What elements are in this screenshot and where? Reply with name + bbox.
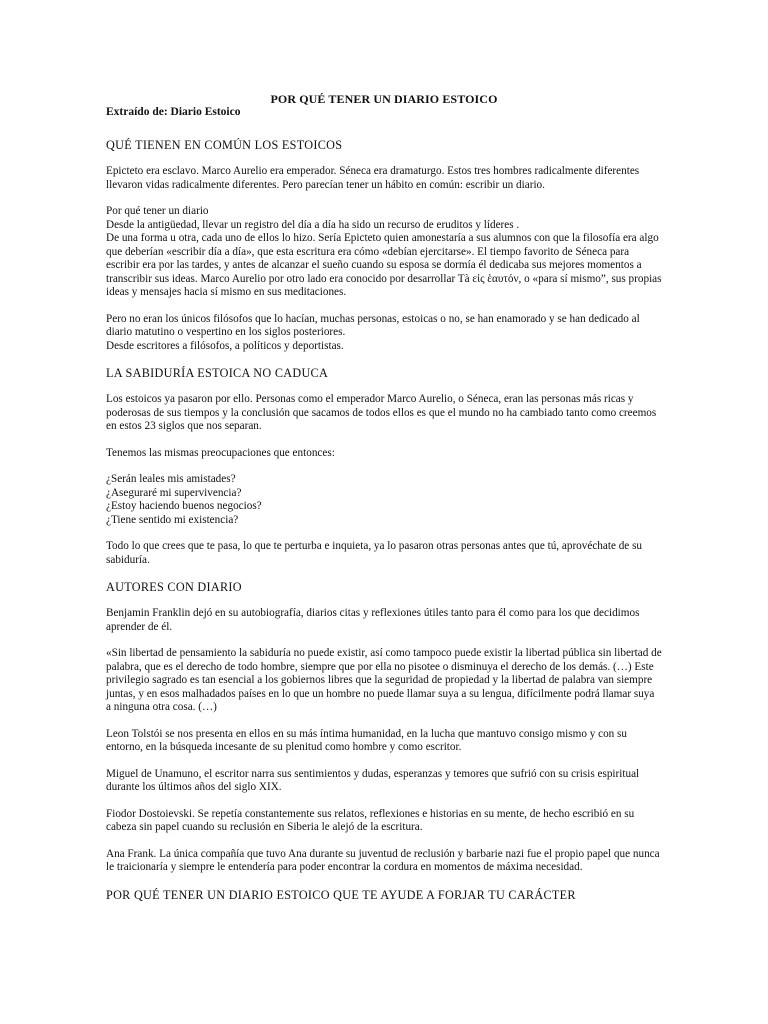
paragraph xyxy=(106,393,662,434)
section-heading: AUTORES CON DIARIO xyxy=(106,580,242,594)
section-heading: POR QUÉ TENER UN DIARIO ESTOICO QUE TE AYUDE A FORJAR TU CARÁCTER xyxy=(106,887,576,902)
paragraph-line: «Sin libertad de pensamiento la sabiduría no puede existir, así como tampoco puede existir la libertad pública sin libertad de palabra, que es el derecho de todo hombre, siempre que por ella no pisotee o disminuya el derecho de los demás. (…) Este privilegio sagrado es tan esencial a los gobiernos libres que la seguridad de propiedad y la libertad de palabra van siempre juntas, y en esos malhadados países en lo que un hombre no puede llamar suya a su lengua, difícilmente podrá llamar suya a ninguna otra cosa. (…) xyxy=(106,647,662,713)
section-heading: LA SABIDURÍA ESTOICA NO CADUCA xyxy=(106,366,329,380)
paragraph xyxy=(106,473,662,527)
paragraph-line: ¿Tiene sentido mi existencia? xyxy=(106,513,239,526)
paragraph xyxy=(106,205,662,300)
paragraph-line: Epicteto era esclavo. Marco Aurelio era emperador. Séneca era dramaturgo. Estos tres hombres radicalmente diferentes llevaron vidas radicalmente diferentes. Pero parecían tener un hábito en común: escribir un diario. xyxy=(106,165,640,191)
source-line: Extraído de: Diario Estoico xyxy=(106,106,241,118)
paragraph-line: Fiodor Dostoievski. Se repetía constantemente sus relatos, reflexiones e historias en su mente, de hecho escribió en su cabeza sin papel cuando su reclusión en Siberia le alejó de la escritura. xyxy=(106,807,635,833)
document-body xyxy=(106,138,662,915)
paragraph xyxy=(106,447,662,461)
paragraph xyxy=(106,728,662,755)
paragraph-line: De una forma u otra, cada uno de ellos lo hizo. Sería Epicteto quien amonestaría a sus alumnos con que la filosofía era algo que deberían «escribir día a día», que esta escritura era cómo «debían ejercitarse». El tiempo favorito de Séneca para escribir era por las tardes, y antes de alcanzar el sueño cuando su esposa se dormía él dedicaba sus mejores momentos a transcribir sus ideas. Marco Aurelio por otro lado era conocido por desarrollar Tà εἰς ἑαυτόν, o «para sí mismo”, sus propias ideas y mensajes hacia sí mismo en sus meditaciones. xyxy=(106,232,662,298)
paragraph xyxy=(106,768,662,795)
paragraph xyxy=(106,607,662,634)
paragraph xyxy=(106,540,662,567)
paragraph-line: Tenemos las mismas preocupaciones que entonces: xyxy=(106,446,335,459)
paragraph-line: Ana Frank. La única compañía que tuvo Ana durante su juventud de reclusión y barbarie nazi fue el propio papel que nunca le traicionaría y siempre le entendería para poder encontrar la cordura en momentos de máxima necesidad. xyxy=(106,847,660,873)
paragraph-line: Leon Tolstói se nos presenta en ellos en su más íntima humanidad, en la lucha que mantuvo consigo mismo y con su entorno, en la búsqueda incesante de su plenitud como hombre y como escritor. xyxy=(106,727,627,753)
paragraph-line: Desde la antigüedad, llevar un registro del día a día ha sido un recurso de eruditos y líderes . xyxy=(106,218,520,231)
paragraph-line: Desde escritores a filósofos, a políticos y deportistas. xyxy=(106,339,344,352)
paragraph-line: ¿Estoy haciendo buenos negocios? xyxy=(106,500,262,512)
paragraph xyxy=(106,647,662,715)
paragraph-line: Los estoicos ya pasaron por ello. Personas como el emperador Marco Aurelio, o Séneca, eran las personas más ricas y poderosas de sus tiempos y la conclusión que sacamos de todos ellos es que el mundo no ha cambiado tanto como creemos en estos 23 siglos que nos separan. xyxy=(106,393,657,432)
paragraph-line: ¿Aseguraré mi supervivencia? xyxy=(106,486,242,499)
paragraph-line: Miguel de Unamuno, el escritor narra sus sentimientos y dudas, esperanzas y temores que sufrió con su crisis espiritual durante los últimos años del siglo XIX. xyxy=(106,767,640,793)
paragraph-line: Pero no eran los únicos filósofos que lo hacían, muchas personas, estoicas o no, se han enamorado y se han dedicado al diario matutino o vespertino en los siglos posteriores. xyxy=(106,312,640,338)
paragraph-line: Benjamin Franklin dejó en su autobiografía, diarios citas y reflexiones útiles tanto para él como para los que decidimos aprender de él. xyxy=(106,607,640,633)
document-title: POR QUÉ TENER UN DIARIO ESTOICO xyxy=(270,92,498,106)
section-heading: QUÉ TIENEN EN COMÚN LOS ESTOICOS xyxy=(106,138,343,152)
paragraph xyxy=(106,848,662,875)
paragraph-line: Todo lo que crees que te pasa, lo que te perturba e inquieta, ya lo pasaron otras personas antes que tú, aprovéchate de su sabiduría. xyxy=(106,540,643,566)
paragraph-line: ¿Serán leales mis amistades? xyxy=(106,473,236,485)
paragraph xyxy=(106,808,662,835)
paragraph-line: Por qué tener un diario xyxy=(106,205,209,217)
paragraph xyxy=(106,313,662,354)
paragraph xyxy=(106,165,662,192)
